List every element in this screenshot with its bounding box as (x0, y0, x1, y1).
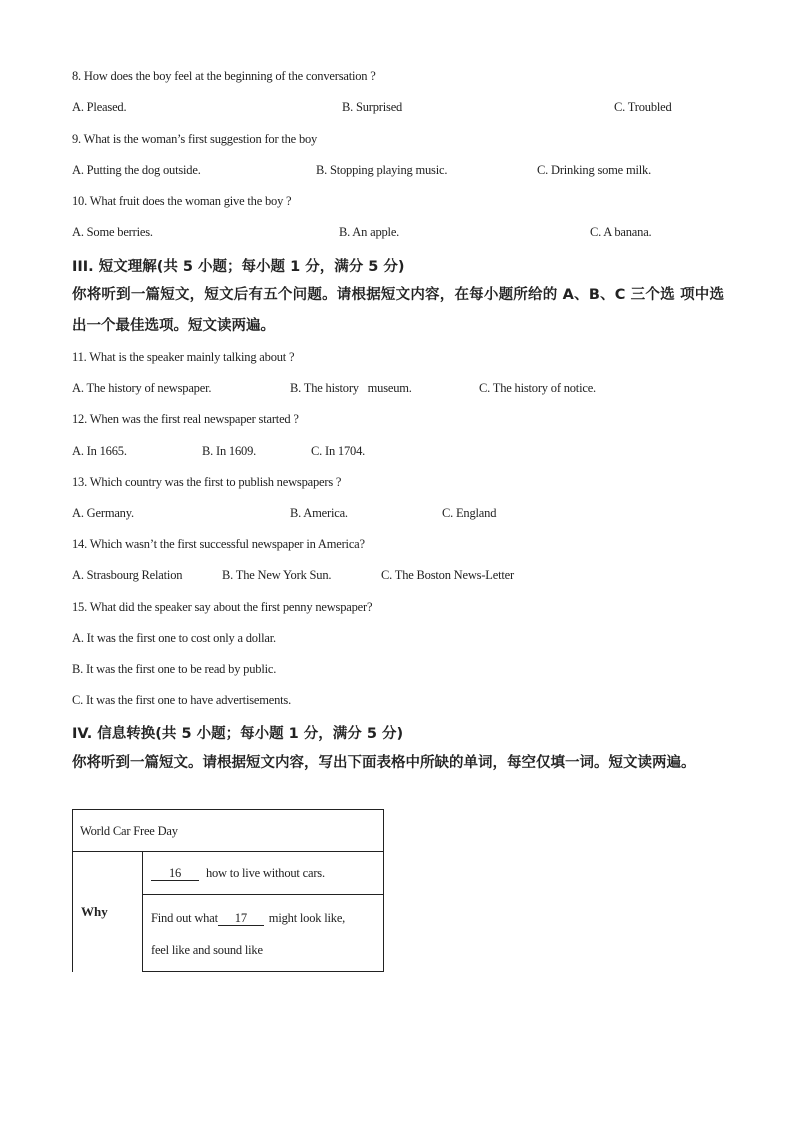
question-10-stem: 10. What fruit does the woman give the boy ? (72, 194, 292, 208)
blank-17[interactable]: 17 (218, 912, 264, 926)
blank-16[interactable]: 16 (151, 867, 199, 881)
question-14-stem: 14. Which wasn’t the first successful newspaper in America? (72, 537, 365, 551)
question-13-option-a[interactable]: A. Germany. (72, 506, 134, 520)
question-10-option-c[interactable]: C. A banana. (590, 225, 652, 239)
question-14-option-c[interactable]: C. The Boston News-Letter (381, 568, 514, 582)
question-8-option-a[interactable]: A. Pleased. (72, 100, 127, 114)
question-15-stem: 15. What did the speaker say about the first penny newspaper? (72, 600, 373, 614)
question-8-option-c[interactable]: C. Troubled (614, 100, 672, 114)
table-title: World Car Free Day (80, 824, 178, 838)
question-9-option-a[interactable]: A. Putting the dog outside. (72, 163, 201, 177)
question-8-stem: 8. How does the boy feel at the beginning of the conversation ? (72, 69, 376, 83)
question-10-option-a[interactable]: A. Some berries. (72, 225, 153, 239)
question-11-option-a[interactable]: A. The history of newspaper. (72, 381, 212, 395)
question-11-option-c[interactable]: C. The history of notice. (479, 381, 596, 395)
question-11-stem: 11. What is the speaker mainly talking about ? (72, 350, 295, 364)
question-12-stem: 12. When was the first real newspaper started ? (72, 412, 299, 426)
question-15-option-c[interactable]: C. It was the first one to have advertisements. (72, 693, 292, 707)
table-row-2-suffix: might look like, (268, 911, 346, 925)
table-left-border (72, 851, 73, 972)
table-row-2-line-2: feel like and sound like (151, 943, 263, 957)
question-8-option-b[interactable]: B. Surprised (342, 100, 403, 114)
question-12-option-a[interactable]: A. In 1665. (72, 444, 127, 458)
table-row-1-text (151, 866, 325, 881)
table-row-label: Why (81, 904, 108, 919)
question-12-option-c[interactable]: C. In 1704. (311, 444, 366, 458)
question-13-option-c[interactable]: C. England (442, 506, 497, 520)
question-14-option-a[interactable]: A. Strasbourg Relation (72, 568, 183, 582)
table-row-2-line-1 (151, 911, 345, 926)
question-9-option-b[interactable]: B. Stopping playing music. (316, 163, 448, 177)
section-4-heading: IV. 信息转换(共 5 小题；每小题 1 分，满分 5 分) (72, 726, 404, 742)
section-4-instruction: 你将听到一篇短文。请根据短文内容，写出下面表格中所缺的单词，每空仅填一词。短文读两遍。 (72, 755, 696, 771)
question-15-option-a[interactable]: A. It was the first one to cost only a dollar. (72, 631, 276, 645)
table-why-row-2 (142, 894, 384, 972)
table-row-1-content: how to live without cars. (205, 866, 325, 880)
question-12-option-b[interactable]: B. In 1609. (202, 444, 257, 458)
question-9-option-c[interactable]: C. Drinking some milk. (537, 163, 652, 177)
question-10-option-b[interactable]: B. An apple. (339, 225, 400, 239)
question-13-stem: 13. Which country was the first to publish newspapers ? (72, 475, 342, 489)
question-13-option-b[interactable]: B. America. (290, 506, 348, 520)
question-9-stem: 9. What is the woman’s first suggestion for the boy (72, 132, 318, 146)
table-row-2-prefix: Find out what (151, 911, 218, 925)
section-3-heading: III. 短文理解(共 5 小题；每小题 1 分，满分 5 分) (72, 259, 405, 275)
question-15-option-b[interactable]: B. It was the first one to be read by public. (72, 662, 277, 676)
question-11-option-b[interactable]: B. The history museum. (290, 381, 412, 395)
section-3-instruction: 你将听到一篇短文，短文后有五个问题。请根据短文内容，在每小题所给的 A、B、C 三个选 项中选出一个最佳选项。短文读两遍。 (72, 287, 724, 334)
question-14-option-b[interactable]: B. The New York Sun. (222, 568, 332, 582)
